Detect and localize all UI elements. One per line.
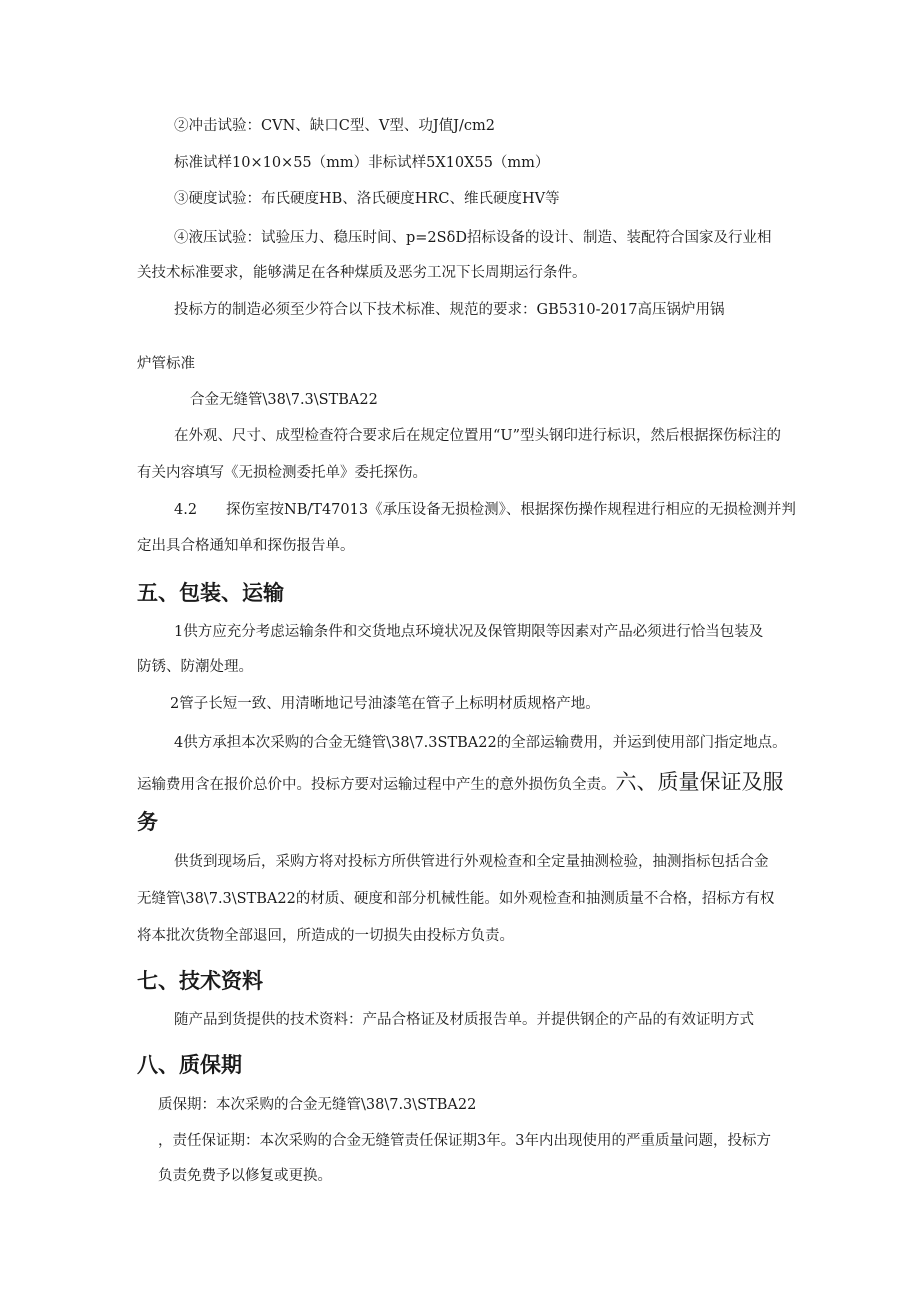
transport-cost-line: 4供方承担本次采购的合金无缝管\38\7.3STBA22的全部运输费用，并运到使用部门指定地点。 xyxy=(174,735,787,751)
inspection-line-cont: 定出具合格通知单和探伤报告单。 xyxy=(137,538,355,554)
hydraulic-test-line-cont: 关技术标准要求，能够满足在各种煤质及恶劣工况下长周期运行条件。 xyxy=(137,265,587,281)
section-6-heading: 六、质量保证及服 xyxy=(615,770,784,794)
section-7-heading: 七、技术资料 xyxy=(137,968,263,993)
inspection-line: 4.2 探伤室按NB/T47013《承压设备无损检测》、根据探伤操作规程进行相应的无损检测并判 xyxy=(174,502,796,518)
quality-check-line-2: 无缝管\38\7.3\STBA22的材质、硬度和部分机械性能。如外观检查和抽测质量不合格，招标方有权 xyxy=(137,891,775,907)
warranty-line: 质保期：本次采购的合金无缝管\38\7.3\STBA22 xyxy=(158,1097,477,1113)
transport-liability-line xyxy=(137,772,784,795)
specimen-size-line: 标准试样10×10×55（mm）非标试样5X10X55（mm） xyxy=(174,155,550,171)
section-8-heading: 八、质保期 xyxy=(137,1052,242,1077)
quality-check-line: 供货到现场后，采购方将对投标方所供管进行外观检查和全定量抽测检验，抽测指标包括合金 xyxy=(174,854,769,870)
section-6-heading-cont: 务 xyxy=(137,809,158,834)
marking-line-cont: 有关内容填写《无损检测委托单》委托探伤。 xyxy=(137,465,427,481)
quality-check-line-3: 将本批次货物全部退回，所造成的一切损失由投标方负责。 xyxy=(137,928,514,944)
marking-line: 在外观、尺寸、成型检查符合要求后在规定位置用“U”型头钢印进行标识，然后根据探伤标注的 xyxy=(174,428,782,444)
hardness-test-line: ③硬度试验：布氏硬度HB、洛氏硬度HRC、维氏硬度HV等 xyxy=(174,191,560,207)
section-5-heading: 五、包装、运输 xyxy=(137,580,284,605)
packaging-line: 1供方应充分考虑运输条件和交货地点环境状况及保管期限等因素对产品必须进行恰当包装及 xyxy=(174,624,764,640)
pipe-length-line: 2管子长短一致、用清晰地记号油漆笔在管子上标明材质规格产地。 xyxy=(170,696,600,712)
transport-liability-text: 运输费用含在报价总价中。投标方要对运输过程中产生的意外损伤负全责。 xyxy=(137,777,616,793)
tech-docs-line: 随产品到货提供的技术资料：产品合格证及材质报告单。并提供钢企的产品的有效证明方式 xyxy=(174,1012,754,1028)
hydraulic-test-line: ④液压试验：试验压力、稳压时间、p=2SδD招标设备的设计、制造、装配符合国家及行业相 xyxy=(174,230,772,246)
standards-line-cont: 炉管标准 xyxy=(137,356,195,372)
impact-test-line: ②冲击试验：CVN、缺口C型、V型、功J值J/cm2 xyxy=(174,118,495,134)
standards-line: 投标方的制造必须至少符合以下技术标准、规范的要求：GB5310-2017高压锅炉用锅 xyxy=(174,302,725,318)
liability-period-line: ，责任保证期：本次采购的合金无缝管责任保证期3年。3年内出现使用的严重质量问题，投标方 xyxy=(158,1133,771,1149)
liability-period-line-cont: 负责免费予以修复或更换。 xyxy=(158,1168,332,1184)
pipe-spec-line: 合金无缝管\38\7.3\STBA22 xyxy=(190,392,378,408)
packaging-line-cont: 防锈、防潮处理。 xyxy=(137,659,253,675)
